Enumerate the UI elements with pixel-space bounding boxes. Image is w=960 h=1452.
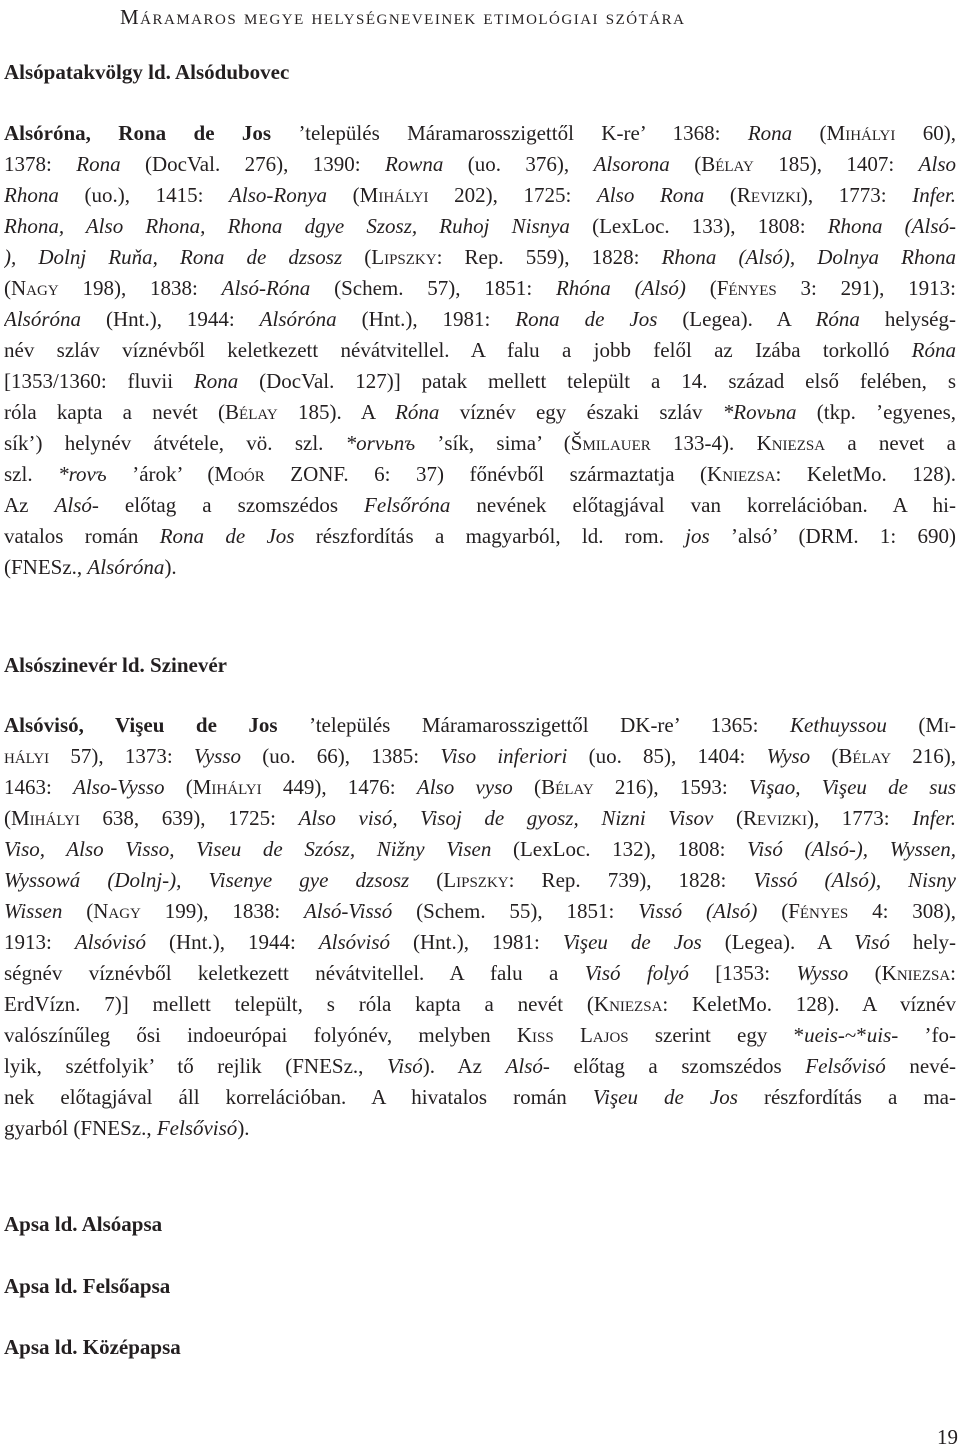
text-run: Rona — [76, 152, 121, 176]
text-run: Alsóróna — [4, 307, 82, 331]
text-run: 202), 1725: — [428, 183, 597, 207]
text-run: Kniezsa — [707, 462, 776, 486]
text-run: ’fo- — [898, 1023, 956, 1047]
text-run: nevé- — [885, 1054, 956, 1078]
text-run: Nagy — [93, 899, 141, 923]
entry-line — [4, 1209, 956, 1239]
entry-line — [4, 896, 956, 926]
text-run: 1463: — [4, 775, 74, 799]
text-run: ( — [848, 961, 882, 985]
text-run: Visó (Alsó-), Wyssen, — [747, 837, 956, 861]
text-run: Rowna — [385, 152, 444, 176]
entry-line — [4, 834, 956, 864]
text-run: Visó folyó — [584, 961, 689, 985]
text-run: 185), 1407: — [753, 152, 919, 176]
text-run: (Hnt.), 1944: — [146, 930, 319, 954]
text-run: *Rovьna — [722, 400, 797, 424]
text-run: 638, 639), 1725: — [79, 806, 299, 830]
text-run: Rona — [193, 369, 239, 393]
entry-line — [4, 180, 956, 210]
text-run: Mihályi — [192, 775, 262, 799]
text-run: ( — [4, 276, 11, 300]
text-run: Lipszky — [371, 245, 437, 269]
entry-line — [4, 1271, 956, 1301]
text-run: gyarból (FNESz., — [4, 1116, 157, 1140]
text-run: Felsővisó — [156, 1116, 238, 1140]
text-run: Alsóróna — [87, 555, 165, 579]
text-run: ), Dolnj Ruňa, Rona de dzsosz — [4, 245, 343, 269]
text-run: Nagy — [11, 276, 59, 300]
text-run: Felsővisó — [805, 1054, 886, 1078]
text-run: Kniezsa — [593, 992, 663, 1016]
text-run: Rhona, Also Rhona, Rhona dgye Szosz, Ruhoj Nisnya — [4, 214, 570, 238]
text-run: Vişeu de Jos — [592, 1085, 738, 1109]
text-run: (DocVal. 276), 1390: — [120, 152, 386, 176]
text-run: Alsó-Vissó — [304, 899, 393, 923]
text-run: ~* — [844, 1023, 867, 1047]
text-run: Mihályi — [826, 121, 896, 145]
text-run: 57), 1373: — [49, 744, 194, 768]
text-run: *rovъ — [58, 462, 107, 486]
text-run: (LexLoc. 132), 1808: — [491, 837, 748, 861]
text-run: Wyso — [766, 744, 811, 768]
text-run: (uo. 376), — [443, 152, 594, 176]
text-run: ’árok’ ( — [106, 462, 215, 486]
text-run: (Schem. 57), 1851: — [310, 276, 556, 300]
text-run: nek előtagjával áll korrelációban. A hivatalos román — [4, 1085, 593, 1109]
entry-line — [4, 335, 956, 365]
text-run: ( — [409, 868, 444, 892]
entry-line — [4, 927, 956, 957]
text-run: ( — [669, 152, 702, 176]
entry-headword: Alsóvisó, Vişeu de Jos — [4, 713, 278, 737]
entry-line — [4, 1020, 956, 1050]
text-run: lyik, szétfolyik’ tő rejlik (FNESz., — [4, 1054, 388, 1078]
text-run: víznév egy északi szláv — [439, 400, 723, 424]
text-run: 1378: — [4, 152, 77, 176]
text-run: 198), 1838: — [58, 276, 222, 300]
text-run: : Rep. 559), 1828: — [436, 245, 662, 269]
text-run: Mihályi — [359, 183, 429, 207]
text-run: Wysso — [796, 961, 849, 985]
entry-line — [4, 552, 956, 582]
text-run: (uo. 85), 1404: — [567, 744, 767, 768]
text-run: uis- — [866, 1023, 899, 1047]
text-run: [1353/1360: fluvii — [4, 369, 194, 393]
text-run: 3: 291), 1913: — [776, 276, 956, 300]
text-run: Vissó (Alsó) — [638, 899, 758, 923]
page-number: 19 — [937, 1425, 958, 1449]
text-run: Alsóvisó — [318, 930, 390, 954]
entry-line — [4, 211, 956, 241]
text-run: Also vyso — [416, 775, 513, 799]
text-run: (tkp. ’egyenes, — [796, 400, 956, 424]
text-run: Alsó- — [505, 1054, 550, 1078]
entry-headword: Alsóróna, Rona de Jos — [4, 121, 272, 145]
text-run: részfordítás a magyarból, ld. rom. — [294, 524, 686, 548]
entry-line — [4, 803, 956, 833]
text-run: Vysso — [193, 744, 242, 768]
text-run: Alsó-Róna — [221, 276, 311, 300]
text-run: (Hnt.), 1981: — [336, 307, 516, 331]
text-run: Also visó, Visoj de gyosz, Nizni Visov — [298, 806, 714, 830]
text-run: ), 1773: — [806, 806, 913, 830]
text-run: 1913: — [4, 930, 75, 954]
entry-line — [4, 118, 956, 148]
text-run: Róna — [395, 400, 440, 424]
text-run: Revizki — [736, 183, 801, 207]
text-run: Rona de Jos — [515, 307, 658, 331]
text-run: sík’) helynév átvétele, vö. szl. — [4, 431, 346, 455]
text-run: róla kapta a nevét ( — [4, 400, 226, 424]
entry-line — [4, 710, 956, 740]
text-run: hely- — [889, 930, 956, 954]
text-run: 216), — [891, 744, 956, 768]
text-run: Infer. — [912, 183, 956, 207]
text-run: ), 1773: — [800, 183, 913, 207]
text-run: Vissó (Alsó), Nisny — [753, 868, 956, 892]
text-run: ueis- — [804, 1023, 845, 1047]
text-run: 185). A — [277, 400, 396, 424]
text-run: előtag a szomszédos — [98, 493, 365, 517]
text-run: ’település Máramarosszigettől K-re’ 1368: — [298, 121, 748, 145]
text-run: nevének előtagjával van korrelációban. A hi- — [450, 493, 956, 517]
text-run: (Legea). A — [701, 930, 855, 954]
text-run: (Schem. 55), 1851: — [392, 899, 639, 923]
running-header: Máramaros megye helységneveinek etimológiai szótára — [120, 5, 686, 29]
text-run: ( — [685, 276, 717, 300]
entry-headword: Alsópatakvölgy ld. Alsódubovec — [4, 60, 290, 84]
text-run: előtag a szomszédos — [549, 1054, 806, 1078]
text-run: Fényes — [716, 276, 777, 300]
text-run: Also — [918, 152, 956, 176]
text-run: Bélay — [838, 744, 892, 768]
text-run: a nevet a — [825, 431, 956, 455]
text-run: Mihályi — [11, 806, 80, 830]
text-run: Viso inferiori — [440, 744, 568, 768]
text-run: Rhóna (Alsó) — [555, 276, 686, 300]
entry-headword: Apsa ld. Alsóapsa — [4, 1212, 163, 1236]
text-run: Bélay — [701, 152, 754, 176]
text-run: Wissen — [4, 899, 63, 923]
entry-line — [4, 521, 956, 551]
text-run: Alsorona — [593, 152, 670, 176]
text-run: Lipszky — [443, 868, 509, 892]
text-run: Vişeu de Jos — [562, 930, 702, 954]
text-run: Visó — [854, 930, 890, 954]
text-run: (uo.), 1415: — [58, 183, 230, 207]
text-run: Infer. — [912, 806, 956, 830]
text-run: vatalos román — [4, 524, 160, 548]
text-run: ( — [713, 806, 743, 830]
text-run: 4: 308), — [848, 899, 956, 923]
entry-line — [4, 1332, 956, 1362]
text-run: *orvьnъ — [345, 431, 416, 455]
text-run: Kniezsa — [881, 961, 951, 985]
text-run: Rona de Jos — [159, 524, 295, 548]
text-run: : KeletMo. 128). A víznév — [662, 992, 956, 1016]
entry-headword: Alsószinevér ld. Szinevér — [4, 653, 228, 677]
text-run: ’alsó’ (DRM. 1: 690) — [709, 524, 956, 548]
entry-line — [4, 958, 956, 988]
text-run: 60), — [895, 121, 956, 145]
text-run: szl. — [4, 462, 59, 486]
text-run: ( — [757, 899, 789, 923]
text-run: részfordítás a ma- — [737, 1085, 956, 1109]
text-run: ( — [4, 806, 11, 830]
text-run: Róna — [815, 307, 860, 331]
entry-line — [4, 242, 956, 272]
text-run: Rona — [747, 121, 793, 145]
text-run: valószínűleg ősi indoeurópai folyónév, melyben — [4, 1023, 517, 1047]
entry-line — [4, 459, 956, 489]
text-run: Alsó- — [54, 493, 99, 517]
text-run: név szláv víznévből keletkezett névátvitellel. A falu a jobb felől az Izába torkolló — [4, 338, 912, 362]
text-run: ZONF. 6: 37) főnévből származtatja ( — [264, 462, 708, 486]
text-run: 199), 1838: — [140, 899, 305, 923]
text-run: 449), 1476: — [261, 775, 417, 799]
text-run: Kiss Lajos — [516, 1023, 629, 1047]
entry-headword: Apsa ld. Középapsa — [4, 1335, 181, 1359]
text-run: Visó — [387, 1054, 423, 1078]
text-run: Mi- — [925, 713, 956, 737]
text-run: Vişao, Vişeu de sus — [749, 775, 956, 799]
entry-line — [4, 57, 956, 87]
text-run: Alsóróna — [259, 307, 337, 331]
text-run: ( — [327, 183, 360, 207]
text-run: Alsóvisó — [74, 930, 147, 954]
text-run: Viso, Also Visso, Viseu de Szósz, Nižny Visen — [4, 837, 492, 861]
text-run: ( — [62, 899, 94, 923]
text-run: Rhona — [4, 183, 59, 207]
text-run: Bélay — [541, 775, 594, 799]
text-run: Rhona (Alsó), Dolnya Rhona — [661, 245, 956, 269]
text-run: ’sík, sima’ ( — [415, 431, 571, 455]
text-run: Šmilauer — [570, 431, 651, 455]
text-run: ( — [810, 744, 839, 768]
entry-line — [4, 490, 956, 520]
text-run: (Hnt.), 1981: — [390, 930, 563, 954]
text-run: 133-4). — [650, 431, 757, 455]
entry-line — [4, 650, 956, 680]
text-run: Kniezsa — [756, 431, 826, 455]
text-run: 216), 1593: — [593, 775, 750, 799]
text-run: Felsőróna — [364, 493, 451, 517]
entry-line — [4, 772, 956, 802]
entry-line — [4, 149, 956, 179]
text-run: (LexLoc. 133), 1808: — [569, 214, 828, 238]
text-run: ségnév víznévből keletkezett névátvitellel. A falu a — [4, 961, 585, 985]
text-run: (FNESz., — [4, 555, 88, 579]
text-run: Róna — [911, 338, 956, 362]
text-run: hályi — [4, 744, 50, 768]
text-run: ). — [164, 555, 177, 579]
text-run: [1353: — [688, 961, 797, 985]
entry-line — [4, 1082, 956, 1112]
text-run: (Legea). A — [657, 307, 816, 331]
entry-line — [4, 366, 956, 396]
text-run: Bélay — [225, 400, 278, 424]
text-run: ( — [792, 121, 827, 145]
text-run: jos — [685, 524, 710, 548]
text-run: Moór — [214, 462, 265, 486]
text-run: ’település Máramarosszigettől DK-re’ 1365: — [309, 713, 790, 737]
text-run: (uo. 66), 1385: — [241, 744, 441, 768]
text-run: Fényes — [788, 899, 849, 923]
text-run: : — [950, 961, 956, 985]
text-run: ( — [342, 245, 372, 269]
entry-line — [4, 273, 956, 303]
text-run: ErdVízn. 7)] mellett települt, s róla kapta a nevét ( — [4, 992, 594, 1016]
text-run: : KeletMo. 128). — [775, 462, 956, 486]
text-run: Also-Vysso — [73, 775, 165, 799]
text-run: Wyssowá (Dolnj-), Visenye gye dzsosz — [4, 868, 410, 892]
entry-line — [4, 1113, 956, 1143]
text-run: Rhona (Alsó- — [827, 214, 956, 238]
text-run: ( — [512, 775, 542, 799]
text-run: Az — [4, 493, 55, 517]
text-run: (Hnt.), 1944: — [81, 307, 260, 331]
text-run: Revizki — [742, 806, 807, 830]
text-run: (DocVal. 127)] patak mellett települt a 14. század első felében, s — [238, 369, 956, 393]
text-run: Also Rona — [596, 183, 705, 207]
text-run: ( — [704, 183, 737, 207]
text-run: Kethuyssou — [790, 713, 887, 737]
entry-line — [4, 304, 956, 334]
entry-line — [4, 397, 956, 427]
entry-line — [4, 428, 956, 458]
text-run: : Rep. 739), 1828: — [508, 868, 754, 892]
text-run: ( — [164, 775, 193, 799]
text-run: helység- — [859, 307, 956, 331]
entry-headword: Apsa ld. Felsőapsa — [4, 1274, 171, 1298]
text-run: ). — [237, 1116, 250, 1140]
text-run: ( — [886, 713, 926, 737]
entry-line — [4, 1051, 956, 1081]
entry-line — [4, 865, 956, 895]
text-run: szerint egy * — [628, 1023, 805, 1047]
text-run: Also-Ronya — [229, 183, 328, 207]
text-run: ). Az — [422, 1054, 506, 1078]
entry-line — [4, 741, 956, 771]
entry-line — [4, 989, 956, 1019]
